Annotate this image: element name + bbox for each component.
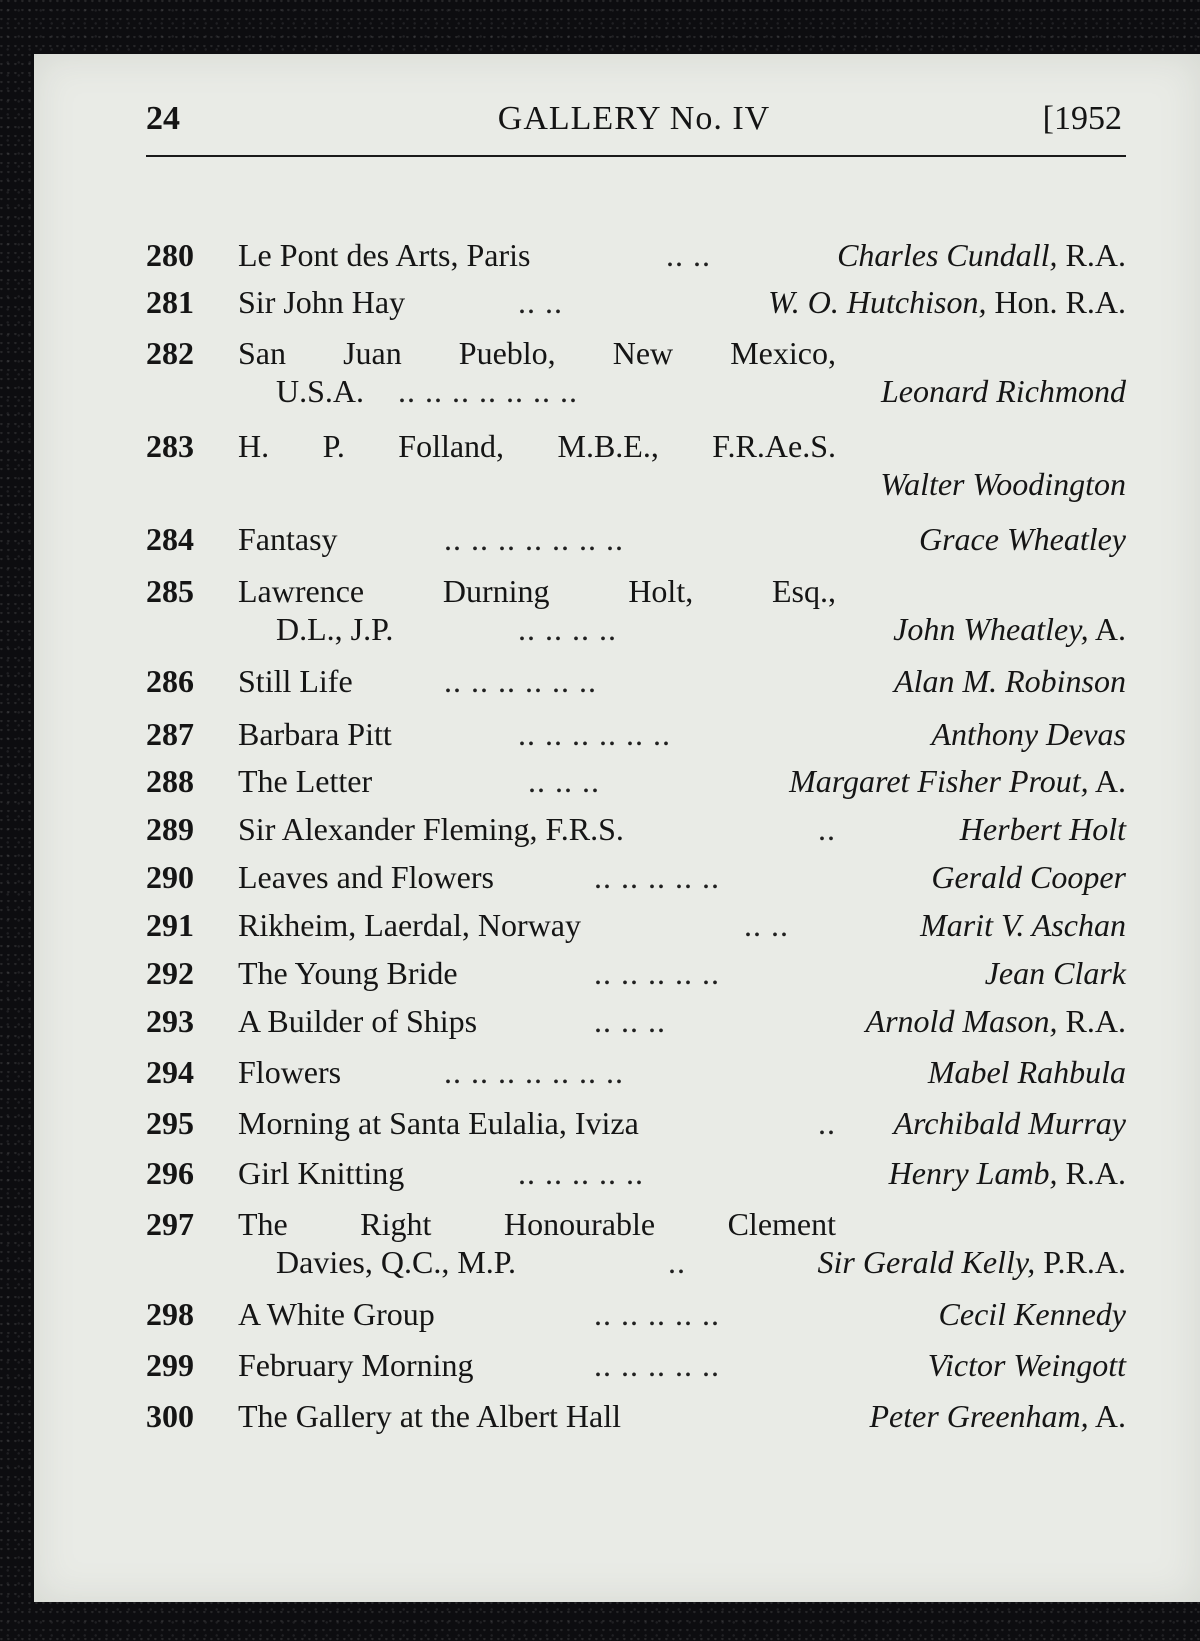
entry-artist	[985, 954, 1126, 992]
catalogue-entry-298	[146, 1295, 1126, 1333]
entry-title: Barbara Pitt	[238, 716, 392, 752]
dot-leaders: .. .. .. .. ..	[594, 955, 720, 991]
entry-title: Morning at Santa Eulalia, Iviza	[238, 1105, 639, 1141]
artist-name: Herbert Holt	[959, 811, 1126, 847]
artist-honours: A.	[1088, 1398, 1126, 1434]
catalogue-entry-294	[146, 1053, 1126, 1091]
entry-artist	[880, 465, 1126, 503]
catalogue-entry-280	[146, 236, 1126, 274]
artist-honours: P.R.A.	[1035, 1244, 1126, 1280]
dot-leaders: .. .. .. .. ..	[518, 1155, 644, 1191]
artist-honours: R.A.	[1057, 1155, 1126, 1191]
entry-title: Le Pont des Arts, Paris	[238, 237, 531, 273]
header-rule	[146, 155, 1126, 157]
artist-name: Victor Weingott	[927, 1347, 1126, 1383]
dot-leaders: .. .. .. ..	[518, 611, 617, 647]
entry-number: 288	[146, 763, 194, 799]
catalogue-entry-290	[146, 858, 1126, 896]
entry-title: The Gallery at the Albert Hall	[238, 1398, 621, 1434]
dot-leaders: .. .. .. .. .. ..	[444, 663, 597, 699]
artist-name: Mabel Rahbula	[927, 1054, 1126, 1090]
entry-number: 289	[146, 811, 194, 847]
entry-number: 284	[146, 521, 194, 557]
artist-honours: Hon. R.A.	[986, 284, 1126, 320]
entry-artist	[768, 283, 1126, 321]
entry-title: The Young Bride	[238, 955, 458, 991]
catalogue-entry-284	[146, 520, 1126, 558]
entry-number: 293	[146, 1003, 194, 1039]
entry-title: The Letter	[238, 763, 373, 799]
catalogue-entry-300	[146, 1397, 1126, 1435]
entry-artist	[939, 1295, 1126, 1333]
entry-artist	[919, 520, 1126, 558]
catalogue-entry-293	[146, 1002, 1126, 1040]
entry-artist	[894, 662, 1126, 700]
entry-title: Rikheim, Laerdal, Norway	[238, 907, 581, 943]
artist-name: Marit V. Aschan	[920, 907, 1126, 943]
artist-name: Gerald Cooper	[931, 859, 1126, 895]
entry-number: 290	[146, 859, 194, 895]
artist-name: Jean Clark	[984, 955, 1126, 991]
catalogue-entry-285	[146, 572, 1126, 648]
artist-honours: R.A.	[1057, 237, 1126, 273]
entry-title: Sir John Hay	[238, 284, 406, 320]
dot-leaders: .. ..	[666, 237, 711, 273]
dot-leaders: .. .. .. .. .. .. ..	[398, 373, 578, 409]
artist-name: Walter Woodington	[880, 466, 1126, 502]
artist-name: Henry Lamb,	[888, 1155, 1058, 1191]
entry-title: Girl Knitting	[238, 1155, 405, 1191]
artist-name: W. O. Hutchison,	[768, 284, 987, 320]
entry-number: 281	[146, 284, 194, 320]
catalogue-entry-288	[146, 762, 1126, 800]
catalogue-entry-281	[146, 283, 1126, 321]
entry-artist	[893, 610, 1126, 648]
entry-artist	[818, 1243, 1126, 1281]
entry-number: 286	[146, 663, 194, 699]
dot-leaders: ..	[818, 811, 836, 847]
catalogue-entry-289	[146, 810, 1126, 848]
entry-artist	[893, 1104, 1126, 1142]
entry-title-line-1: Lawrence Durning Holt, Esq.,	[238, 573, 836, 609]
artist-name: Alan M. Robinson	[894, 663, 1126, 699]
entry-artist	[881, 372, 1126, 410]
entry-artist	[928, 1053, 1126, 1091]
entry-artist	[789, 762, 1126, 800]
catalogue-year: [1952	[1042, 100, 1122, 137]
artist-honours: R.A.	[1057, 1003, 1126, 1039]
dot-leaders: .. .. ..	[594, 1003, 666, 1039]
entry-artist	[931, 858, 1126, 896]
catalogue-entry-282	[146, 334, 1126, 410]
entry-number: 291	[146, 907, 194, 943]
catalogue-entry-291	[146, 906, 1126, 944]
artist-name: Arnold Mason,	[865, 1003, 1058, 1039]
entry-number: 294	[146, 1054, 194, 1090]
catalogue-entry-286	[146, 662, 1126, 700]
entry-title: A Builder of Ships	[238, 1003, 478, 1039]
dot-leaders: .. .. .. .. .. .. ..	[444, 521, 624, 557]
dot-leaders: ..	[668, 1244, 686, 1280]
entry-number: 296	[146, 1155, 194, 1191]
catalogue-entry-295	[146, 1104, 1126, 1142]
catalogue-entry-299	[146, 1346, 1126, 1384]
entry-artist	[837, 236, 1126, 274]
entry-title-line-1: San Juan Pueblo, New Mexico,	[238, 335, 836, 371]
entry-artist	[928, 1346, 1126, 1384]
entry-artist	[889, 1154, 1126, 1192]
entry-title-line-1: H. P. Folland, M.B.E., F.R.Ae.S.	[238, 428, 836, 464]
running-head	[146, 100, 1122, 150]
entry-title: February Morning	[238, 1347, 474, 1383]
entry-title: Leaves and Flowers	[238, 859, 494, 895]
catalogue-entry-297	[146, 1205, 1126, 1281]
entry-title-line-2: Davies, Q.C., M.P.	[276, 1244, 517, 1280]
artist-name: Archibald Murray	[893, 1105, 1126, 1141]
entry-number: 298	[146, 1296, 194, 1332]
entry-artist	[869, 1397, 1126, 1435]
entry-title: Sir Alexander Fleming, F.R.S.	[238, 811, 624, 847]
page-number: 24	[146, 100, 180, 137]
dot-leaders: .. .. ..	[528, 763, 600, 799]
artist-name: Sir Gerald Kelly,	[817, 1244, 1036, 1280]
entry-number: 297	[146, 1206, 194, 1242]
dot-leaders: .. ..	[744, 907, 789, 943]
entry-artist	[931, 715, 1126, 753]
entry-title: Flowers	[238, 1054, 342, 1090]
artist-honours: A.	[1088, 763, 1126, 799]
entry-title-line-2: U.S.A.	[276, 373, 365, 409]
entry-title: Still Life	[238, 663, 353, 699]
artist-name: Cecil Kennedy	[938, 1296, 1126, 1332]
artist-name: John Wheatley,	[893, 611, 1089, 647]
catalogue-entry-287	[146, 715, 1126, 753]
artist-name: Leonard Richmond	[880, 373, 1126, 409]
artist-name: Margaret Fisher Prout,	[789, 763, 1089, 799]
entry-artist	[960, 810, 1126, 848]
dot-leaders: .. .. .. .. ..	[594, 859, 720, 895]
entry-title: A White Group	[238, 1296, 435, 1332]
entry-artist	[866, 1002, 1126, 1040]
entry-number: 292	[146, 955, 194, 991]
entry-number: 287	[146, 716, 194, 752]
dot-leaders: .. ..	[518, 284, 563, 320]
entry-number: 280	[146, 237, 194, 273]
entry-number: 295	[146, 1105, 194, 1141]
dot-leaders: ..	[818, 1105, 836, 1141]
entry-number: 300	[146, 1398, 194, 1434]
entry-number: 285	[146, 573, 194, 609]
catalogue-entry-296	[146, 1154, 1126, 1192]
entry-number: 299	[146, 1347, 194, 1383]
dot-leaders: .. .. .. .. .. .. ..	[444, 1054, 624, 1090]
dot-leaders: .. .. .. .. ..	[594, 1347, 720, 1383]
entry-title-line-2: D.L., J.P.	[276, 611, 394, 647]
artist-name: Charles Cundall,	[837, 237, 1058, 273]
catalogue-entry-292	[146, 954, 1126, 992]
artist-honours: A.	[1088, 611, 1126, 647]
artist-name: Anthony Devas	[931, 716, 1126, 752]
artist-name: Grace Wheatley	[918, 521, 1126, 557]
gallery-title: GALLERY No. IV	[497, 100, 771, 137]
entry-artist	[920, 906, 1126, 944]
entry-title: Fantasy	[238, 521, 338, 557]
entry-number: 283	[146, 428, 194, 464]
dot-leaders: .. .. .. .. .. ..	[518, 716, 671, 752]
dot-leaders: .. .. .. .. ..	[594, 1296, 720, 1332]
entry-number: 282	[146, 335, 194, 371]
catalogue-entry-283	[146, 427, 1126, 503]
artist-name: Peter Greenham,	[869, 1398, 1089, 1434]
entry-title-line-1: The Right Honourable Clement	[238, 1206, 836, 1242]
